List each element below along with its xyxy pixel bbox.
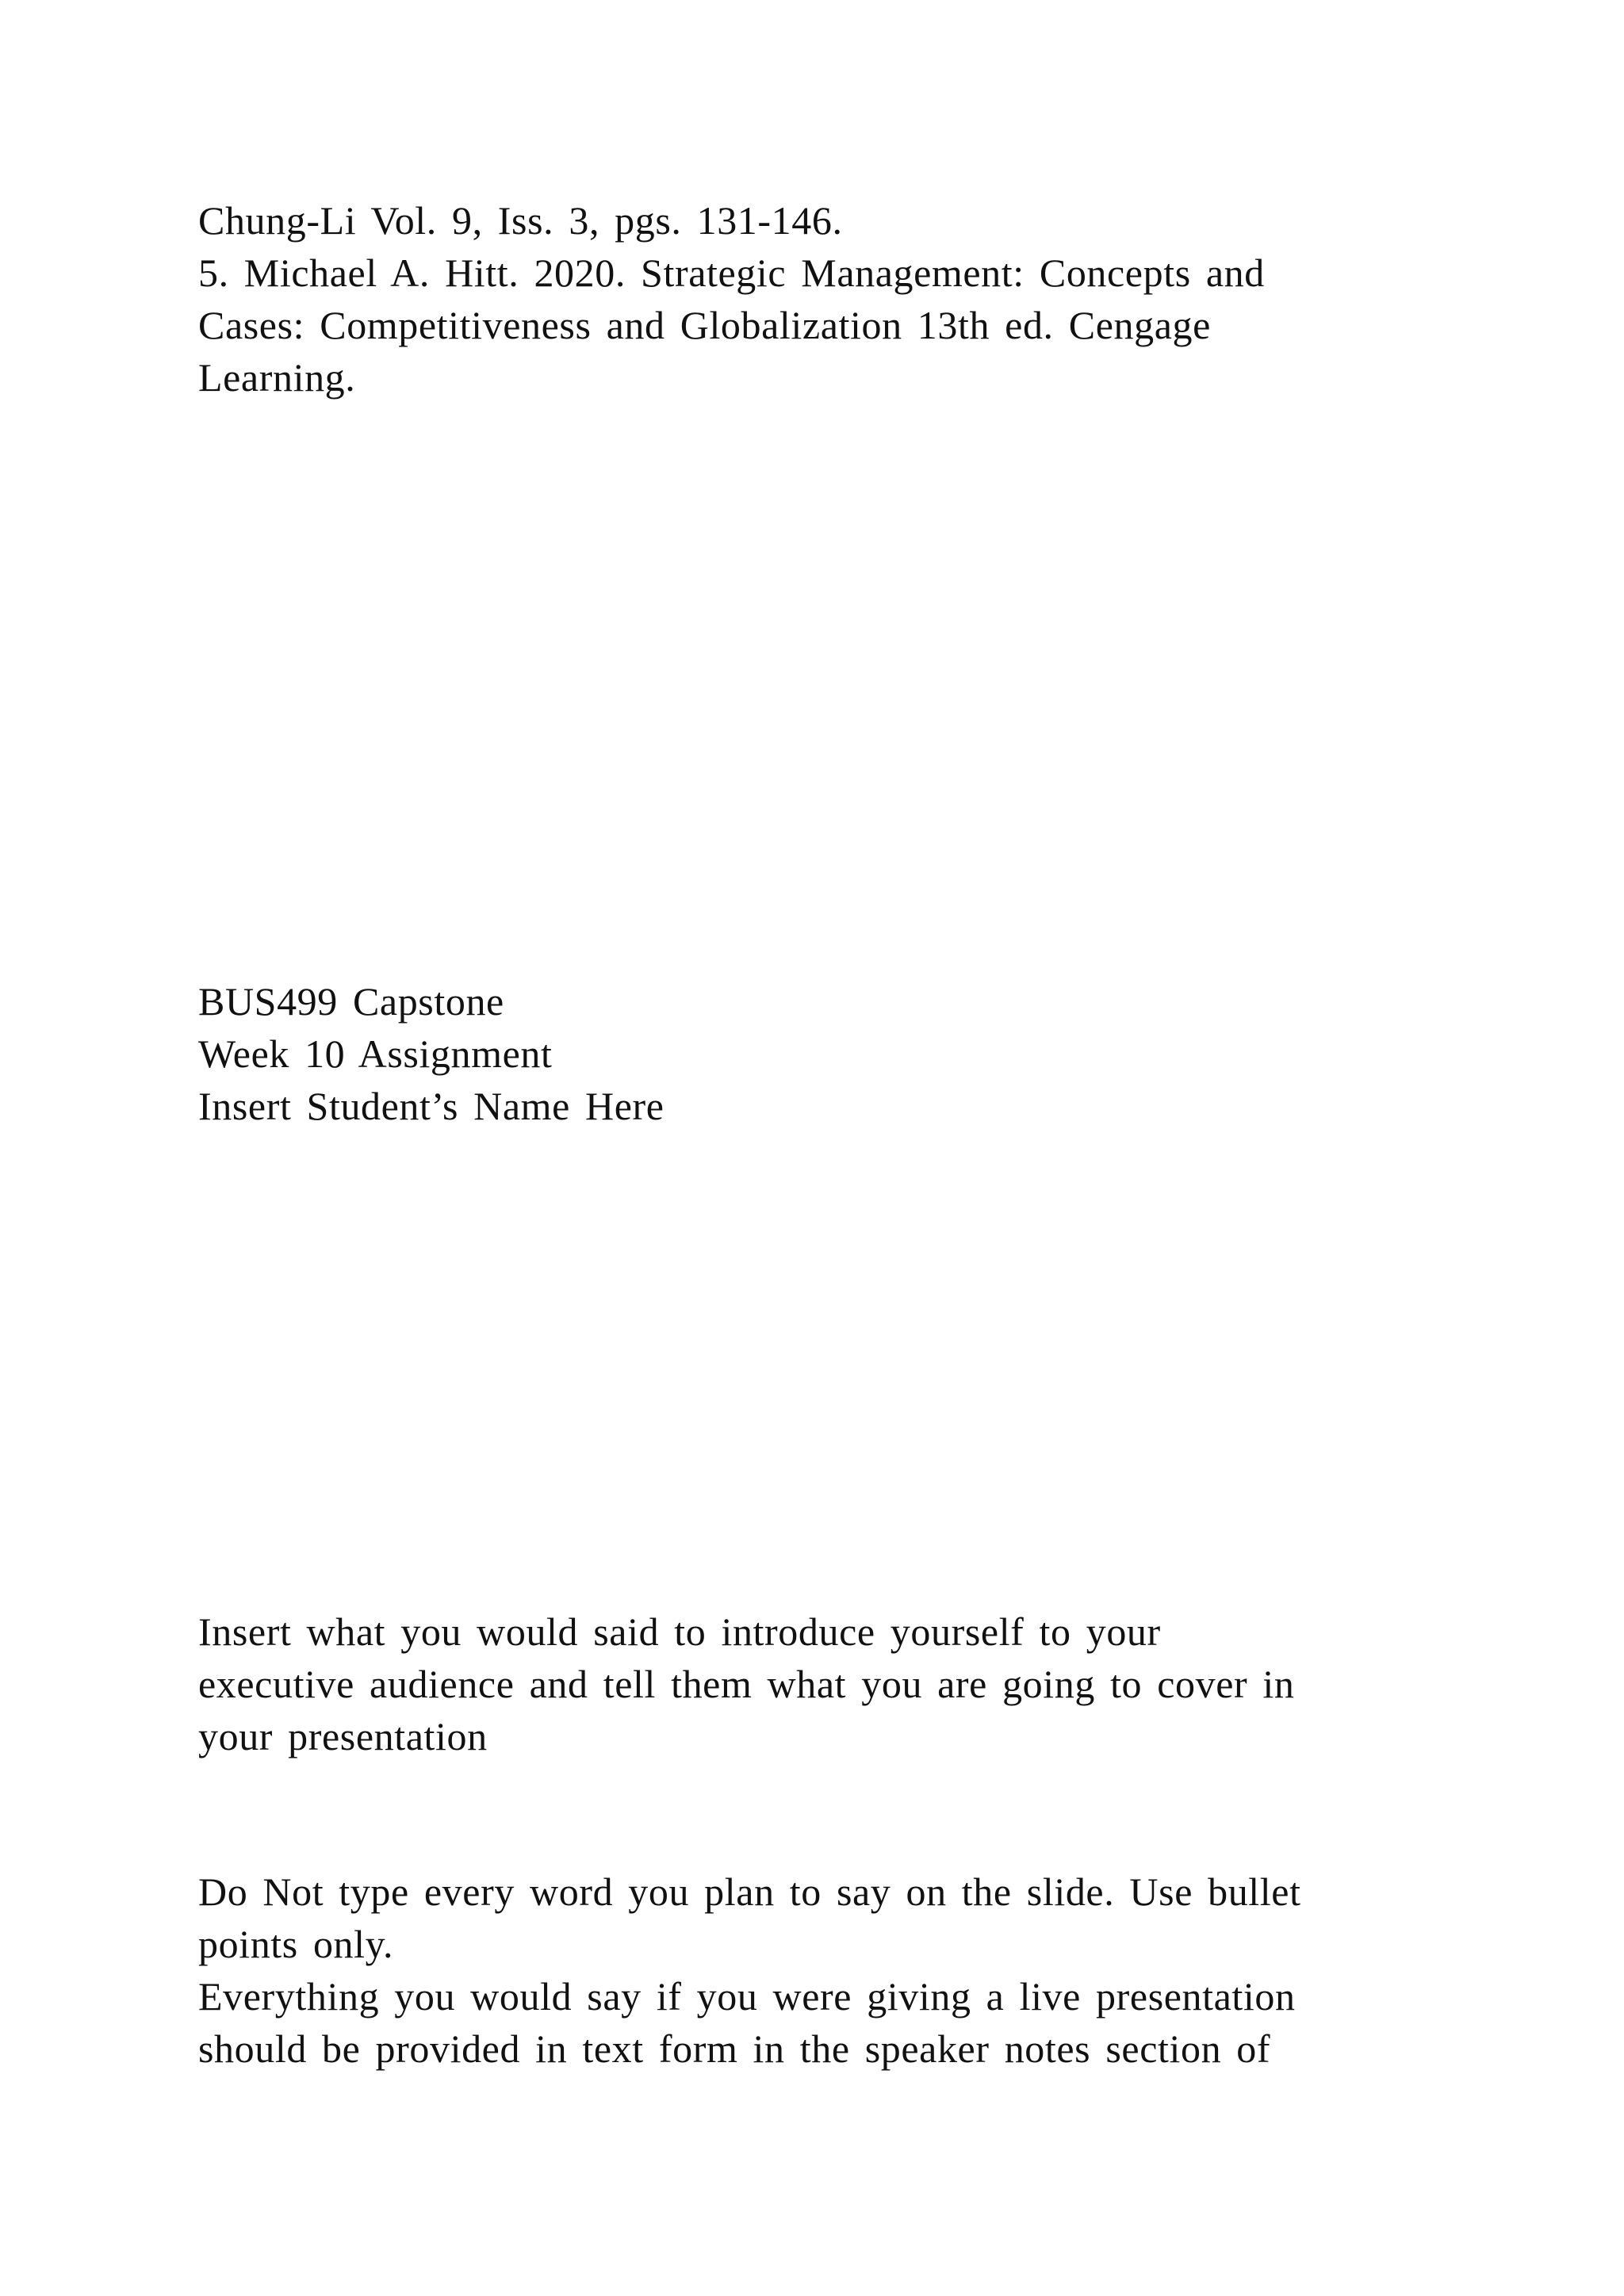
reference-line: Learning. bbox=[198, 355, 356, 400]
instructions-paragraph bbox=[198, 1866, 1467, 2075]
instruction-line: should be provided in text form in the speaker notes section of bbox=[198, 2026, 1271, 2071]
instruction-line: Do Not type every word you plan to say on the slide. Use bullet bbox=[198, 1869, 1301, 1914]
intro-line: Insert what you would said to introduce yourself to your bbox=[198, 1609, 1161, 1654]
course-title: BUS499 Capstone bbox=[198, 979, 504, 1024]
instruction-line: points only. bbox=[198, 1922, 394, 1966]
intro-line: your presentation bbox=[198, 1714, 488, 1758]
reference-line: Cases: Competitiveness and Globalization 13th ed. Cengage bbox=[198, 303, 1211, 347]
title-block bbox=[198, 975, 1467, 1132]
reference-line: Chung-Li Vol. 9, Iss. 3, pgs. 131-146. bbox=[198, 198, 843, 243]
intro-line: executive audience and tell them what you are going to cover in bbox=[198, 1662, 1295, 1706]
reference-list bbox=[198, 194, 1467, 404]
intro-paragraph bbox=[198, 1605, 1467, 1762]
student-name: Insert Student’s Name Here bbox=[198, 1084, 665, 1128]
instruction-line: Everything you would say if you were giving a live presentation bbox=[198, 1974, 1296, 2019]
assignment-title: Week 10 Assignment bbox=[198, 1031, 553, 1076]
reference-line: 5. Michael A. Hitt. 2020. Strategic Management: Concepts and bbox=[198, 251, 1265, 295]
